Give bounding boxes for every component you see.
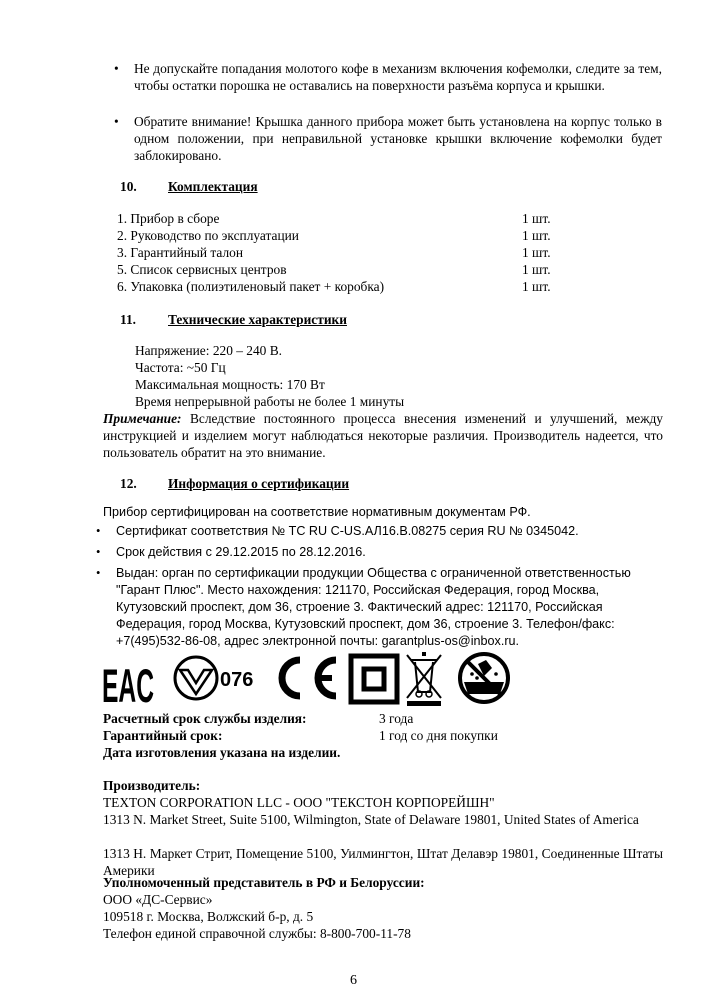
manufacturer-address-en: 1313 N. Market Street, Suite 5100, Wilmington, State of Delaware 19801, United States of America	[103, 812, 639, 827]
certification-logos	[100, 650, 660, 710]
cert-intro: Прибор сертифицирован на соответствие нормативным документам РФ.	[103, 505, 531, 519]
service-life-row	[103, 710, 414, 727]
logos-svg	[100, 650, 660, 710]
ua-code: 076	[220, 669, 254, 691]
item-name: 6. Упаковка (полиэтиленовый пакет + коробка)	[117, 279, 385, 294]
bullet-text: Обратите внимание! Крышка данного прибора может быть установлена на корпус только в одном положении, при неправильной установке крышки включение кофемолки будет заблокировано.	[134, 114, 662, 163]
bullet-lid-warning	[114, 113, 662, 164]
spec-frequency: Частота: ~50 Гц	[135, 360, 226, 375]
note-text: Вследствие постоянного процесса внесения изменений и улучшений, между инструкцией и изделием могут наблюдаться некоторые различия. Производитель надеется, что пользователь обратит на это внимание.	[103, 411, 663, 460]
warranty-value: 1 год со дня покупки	[379, 728, 498, 743]
bullet-dot: •	[114, 114, 119, 129]
weee-bin-icon	[407, 652, 441, 706]
item-name: 2. Руководство по эксплуатации	[117, 228, 299, 243]
item-qty: 1 шт.	[522, 245, 551, 260]
item-name: 3. Гарантийный талон	[117, 245, 244, 260]
manufacturer-address-ru: 1313 Н. Маркет Стрит, Помещение 5100, Уилмингтон, Штат Делавэр 19801, Соединенные Штаты Америки	[103, 846, 663, 878]
warranty-row	[103, 727, 498, 744]
bullet-coffee-warning	[114, 60, 662, 94]
ukraine-conformity-icon	[175, 657, 253, 699]
service-life-value: 3 года	[379, 711, 414, 726]
bullet-dot: •	[114, 61, 119, 76]
cert-text: Выдан: орган по сертификации продукции Общества с ограниченной ответственностью "Гарант Плюс". Место нахождения: 121170, Российская Федерация, город Москва, Кутузовский проспект, дом 36, строение 3. Фактический адрес: 121170, Российская Федерация, город Москва, Кутузовский проспект, дом 36, строение 3. Телефон/факс: +7(495)532-86-08, адрес электронной почты: garantplus-os@inbox.ru.	[116, 566, 631, 648]
cert-item	[96, 544, 662, 561]
item-name: 5. Список сервисных центров	[117, 262, 287, 277]
item-qty: 1 шт.	[522, 279, 551, 294]
eac-text: EAC	[102, 659, 154, 710]
representative-phone: Телефон единой справочной службы: 8-800-700-11-78	[103, 926, 411, 941]
service-life-label: Расчетный срок службы изделия:	[103, 711, 307, 726]
section-number: 11.	[120, 312, 136, 327]
section-title: Технические характеристики	[168, 312, 347, 327]
note-paragraph	[103, 410, 663, 461]
note-label: Примечание:	[103, 411, 182, 426]
representative-label: Уполномоченный представитель в РФ и Белоруссии:	[103, 875, 425, 890]
no-water-immersion-icon	[460, 654, 508, 702]
item-qty: 1 шт.	[522, 211, 551, 226]
bullet-text: Не допускайте попадания молотого кофе в механизм включения кофемолки, следите за тем, чтобы остатки порошка не оставались на поверхности разъёма корпуса и крышки.	[134, 61, 662, 93]
manufacturer-name: TEXTON CORPORATION LLC - ООО "ТЕКСТОН КОРПОРЕЙШН"	[103, 795, 495, 810]
double-insulation-icon	[351, 656, 397, 702]
item-name: 1. Прибор в сборе	[117, 211, 220, 226]
warranty-label: Гарантийный срок:	[103, 728, 223, 743]
page-number: 6	[350, 973, 357, 988]
manufacturer-label: Производитель:	[103, 778, 201, 793]
cert-item	[96, 523, 662, 540]
spec-power: Максимальная мощность: 170 Вт	[135, 377, 325, 392]
section-title: Информация о сертификации	[168, 476, 350, 491]
bullet-dot: •	[96, 566, 101, 580]
section-number: 12.	[120, 476, 137, 491]
representative-name: ООО «ДС-Сервис»	[103, 892, 213, 907]
item-qty: 1 шт.	[522, 262, 551, 277]
bullet-dot: •	[96, 524, 101, 538]
list-item	[117, 261, 587, 278]
spec-voltage: Напряжение: 220 – 240 В.	[135, 343, 283, 358]
list-item	[117, 210, 587, 227]
section-title: Комплектация	[168, 179, 258, 194]
item-qty: 1 шт.	[522, 228, 551, 243]
list-item	[117, 244, 587, 261]
spec-runtime: Время непрерывной работы не более 1 минуты	[135, 394, 405, 409]
eac-mark-icon	[102, 659, 154, 710]
cert-text: Сертификат соответствия № ТС RU C-US.АЛ16.В.08275 серия RU № 0345042.	[116, 524, 579, 538]
representative-address: 109518 г. Москва, Волжский б-р, д. 5	[103, 909, 314, 924]
cert-text: Срок действия с 29.12.2015 по 28.12.2016.	[116, 545, 366, 559]
ce-mark-icon	[282, 660, 336, 696]
bullet-dot: •	[96, 545, 101, 559]
manufacture-date-note: Дата изготовления указана на изделии.	[103, 745, 341, 760]
list-item	[117, 278, 587, 295]
cert-item	[96, 565, 662, 650]
list-item	[117, 227, 587, 244]
section-number: 10.	[120, 179, 137, 194]
